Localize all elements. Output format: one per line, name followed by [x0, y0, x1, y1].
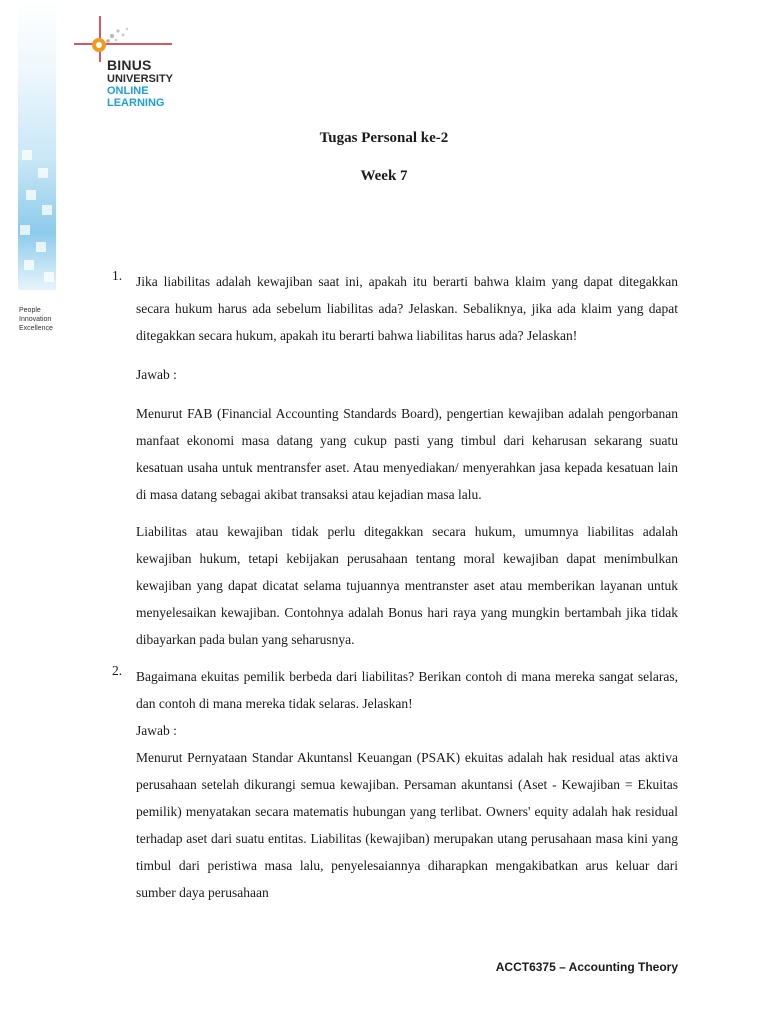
answer-paragraph: Menurut Pernyataan Standar Akuntansl Keuangan (PSAK) ekuitas adalah hak residual atas aktiva perusahaan setelah dikurangi semua kewajiban. Persaman akuntansi (Aset - Kewajiban = Ekuitas pemilik) menyatakan secara matematis hubungan yang terlibat. Owners' equity adalah hak residual terhadap aset dari suatu entitas. Liabilitas (kewajiban) merupakan utang perusahaan masa kini yang timbul dari peristiwa masa lalu, penyelesaiannya diharapkan mengakibatkan arus keluar dari sumber daya perusahaan	[136, 750, 678, 900]
logo-line-binus: BINUS	[107, 57, 152, 73]
tagline-innovation: Innovation	[19, 316, 52, 323]
binus-logo	[72, 14, 192, 120]
tagline-people: People	[19, 307, 41, 314]
answer-label: Jawab :	[136, 723, 177, 738]
question-text: Jika liabilitas adalah kewajiban saat ini, apakah itu berarti bahwa klaim yang dapat ditegakkan secara hukum harus ada sebelum liabilitas ada? Jelaskan. Sebaliknya, jika ada klaim yang dapat ditegakkan secara hukum, apakah itu berarti bahwa liabilitas harus ada? Jelaskan!	[136, 274, 678, 343]
question-number: 1.	[112, 268, 123, 283]
document-subtitle: Week 7	[360, 168, 408, 184]
document-body	[108, 268, 678, 906]
answer-paragraph: Liabilitas atau kewajiban tidak perlu ditegakkan secara hukum, umumnya liabilitas adalah kewajiban hukum, tetapi kebijakan perusahaan tentang moral kewajiban dapat menimbulkan kewajiban yang dapat dicatat selama tujuannya mentranster aset atau memberikan layanan untuk menyelesaikan kewajiban. Contohnya adalah Bonus hari raya yang mungkin bertambah jika tidak dibayarkan pada bulan yang seharusnya.	[136, 524, 678, 647]
logo-line-learning: LEARNING	[107, 97, 165, 109]
question-number: 2.	[112, 663, 123, 678]
answer-label: Jawab :	[136, 367, 177, 382]
tagline-excellence: Excellence	[19, 325, 53, 332]
tagline	[19, 306, 53, 333]
question-2	[108, 663, 678, 906]
logo-line-online: ONLINE	[107, 85, 149, 97]
logo-wordmark	[107, 58, 173, 109]
answer-paragraph: Menurut FAB (Financial Accounting Standards Board), pengertian kewajiban adalah pengorbanan manfaat ekonomi masa datang yang cukup pasti yang timbul dari keharusan sekarang suatu kesatuan usaha untuk mentransfer aset. Atau menyediakan/ menyerahkan jasa kepada kesatuan lain di masa datang sebagai akibat transaksi atau kejadian masa lalu.	[136, 406, 678, 502]
course-footer: ACCT6375 – Accounting Theory	[495, 960, 678, 974]
document-title: Tugas Personal ke-2	[319, 130, 449, 146]
question-text: Bagaimana ekuitas pemilik berbeda dari liabilitas? Berikan contoh di mana mereka sangat selaras, dan contoh di mana mereka tidak selaras. Jelaskan!	[136, 669, 678, 711]
question-1	[108, 268, 678, 653]
logo-line-university: UNIVERSITY	[107, 73, 174, 85]
